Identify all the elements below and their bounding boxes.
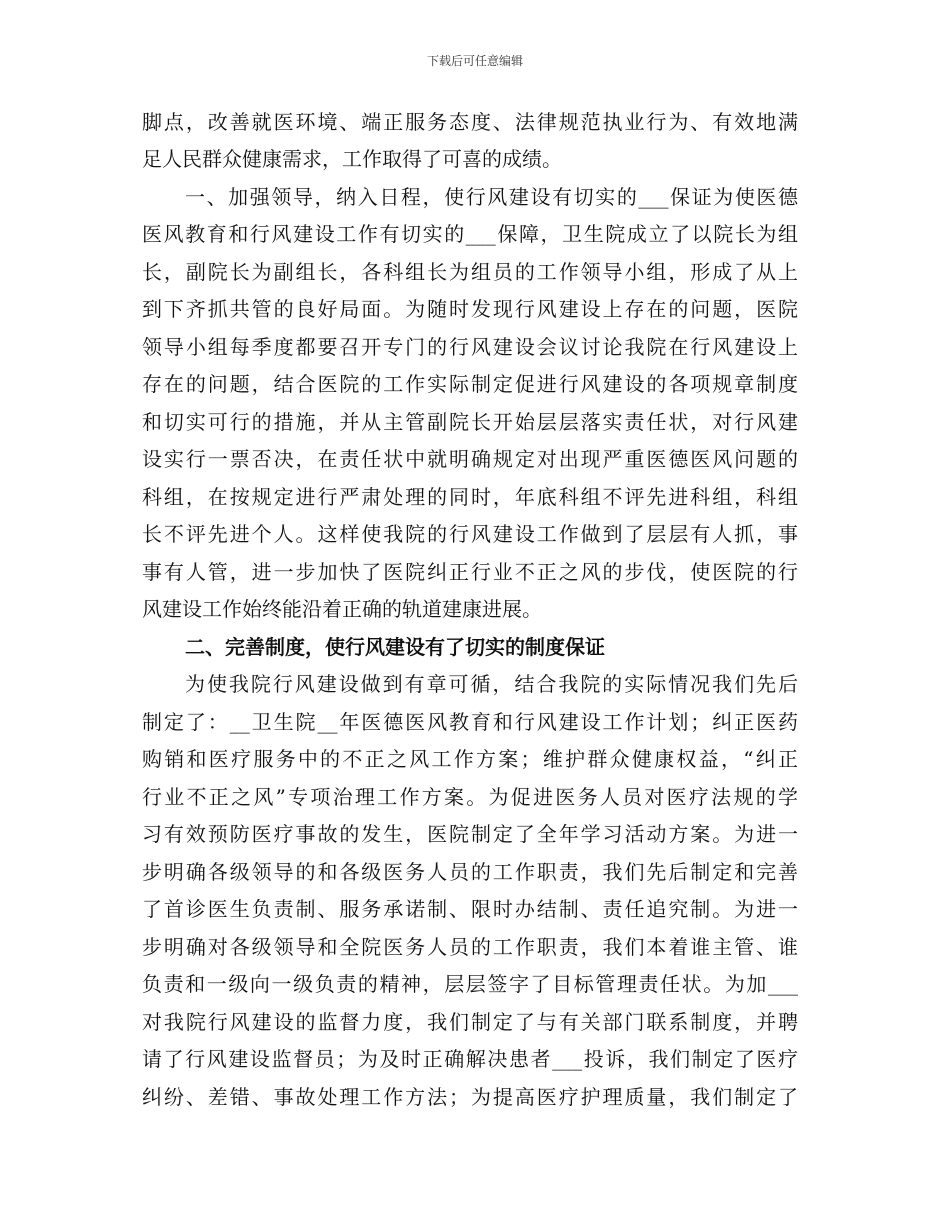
body-line: 对我院行风建设的监督力度，我们制定了与有关部门联系制度，并聘	[142, 1010, 798, 1034]
body-line: 事有人管，进一步加快了医院纠正行业不正之风的步伐，使医院的行	[142, 560, 798, 584]
body-line: 到下齐抓共管的良好局面。为随时发现行风建设上存在的问题，医院	[142, 297, 798, 321]
body-line: 设实行一票否决，在责任状中就明确规定对出现严重医德医风问题的	[142, 447, 798, 471]
body-line: 长，副院长为副组长，各科组长为组员的工作领导小组，形成了从上	[142, 260, 798, 284]
paragraph-1-first-line: 一、加强领导，纳入日程，使行风建设有切实的___保证为使医德	[185, 185, 798, 209]
body-line: 了首诊医生负责制、服务承诺制、限时办结制、责任追究制。为进一	[142, 897, 798, 921]
body-line: 存在的问题，结合医院的工作实际制定促进行风建设的各项规章制度	[142, 372, 798, 396]
body-line: 步明确各级领导的和各级医务人员的工作职责，我们先后制定和完善	[142, 860, 798, 884]
body-line: 和切实可行的措施，并从主管副院长开始层层落实责任状，对行风建	[142, 410, 798, 434]
body-line: 请了行风建设监督员；为及时正确解决患者___投诉，我们制定了医疗	[142, 1047, 798, 1071]
body-line: 负责和一级向一级负责的精神，层层签字了目标管理责任状。为加___	[142, 972, 798, 996]
body-line: 领导小组每季度都要召开专门的行风建设会议讨论我院在行风建设上	[142, 335, 798, 359]
body-line: 脚点，改善就医环境、端正服务态度、法律规范执业行为、有效地满	[142, 110, 798, 134]
body-line: 行业不正之风”专项治理工作方案。为促进医务人员对医疗法规的学	[142, 785, 798, 809]
body-line: 风建设工作始终能沿着正确的轨道建康进展。	[142, 597, 542, 621]
body-line: 购销和医疗服务中的不正之风工作方案；维护群众健康权益，“纠正	[142, 747, 798, 771]
body-line: 制定了：__卫生院__年医德医风教育和行风建设工作计划；纠正医药	[142, 710, 798, 734]
body-line: 科组，在按规定进行严肃处理的同时，年底科组不评先进科组，科组	[142, 485, 798, 509]
body-line: 医风教育和行风建设工作有切实的___保障，卫生院成立了以院长为组	[142, 222, 798, 246]
body-line: 足人民群众健康需求，工作取得了可喜的成绩。	[142, 147, 562, 171]
page-header: 下载后可任意编辑	[426, 54, 523, 68]
body-line: 步明确对各级领导和全院医务人员的工作职责，我们本着谁主管、谁	[142, 935, 798, 959]
body-line: 纠纷、差错、事故处理工作方法；为提高医疗护理质量，我们制定了	[142, 1085, 798, 1109]
body-line: 习有效预防医疗事故的发生，医院制定了全年学习活动方案。为进一	[142, 822, 798, 846]
section-heading: 二、完善制度，使行风建设有了切实的制度保证	[185, 635, 605, 659]
body-line: 长不评先进个人。这样使我院的行风建设工作做到了层层有人抓，事	[142, 522, 798, 546]
paragraph-2-first-line: 为使我院行风建设做到有章可循，结合我院的实际情况我们先后	[185, 672, 798, 696]
